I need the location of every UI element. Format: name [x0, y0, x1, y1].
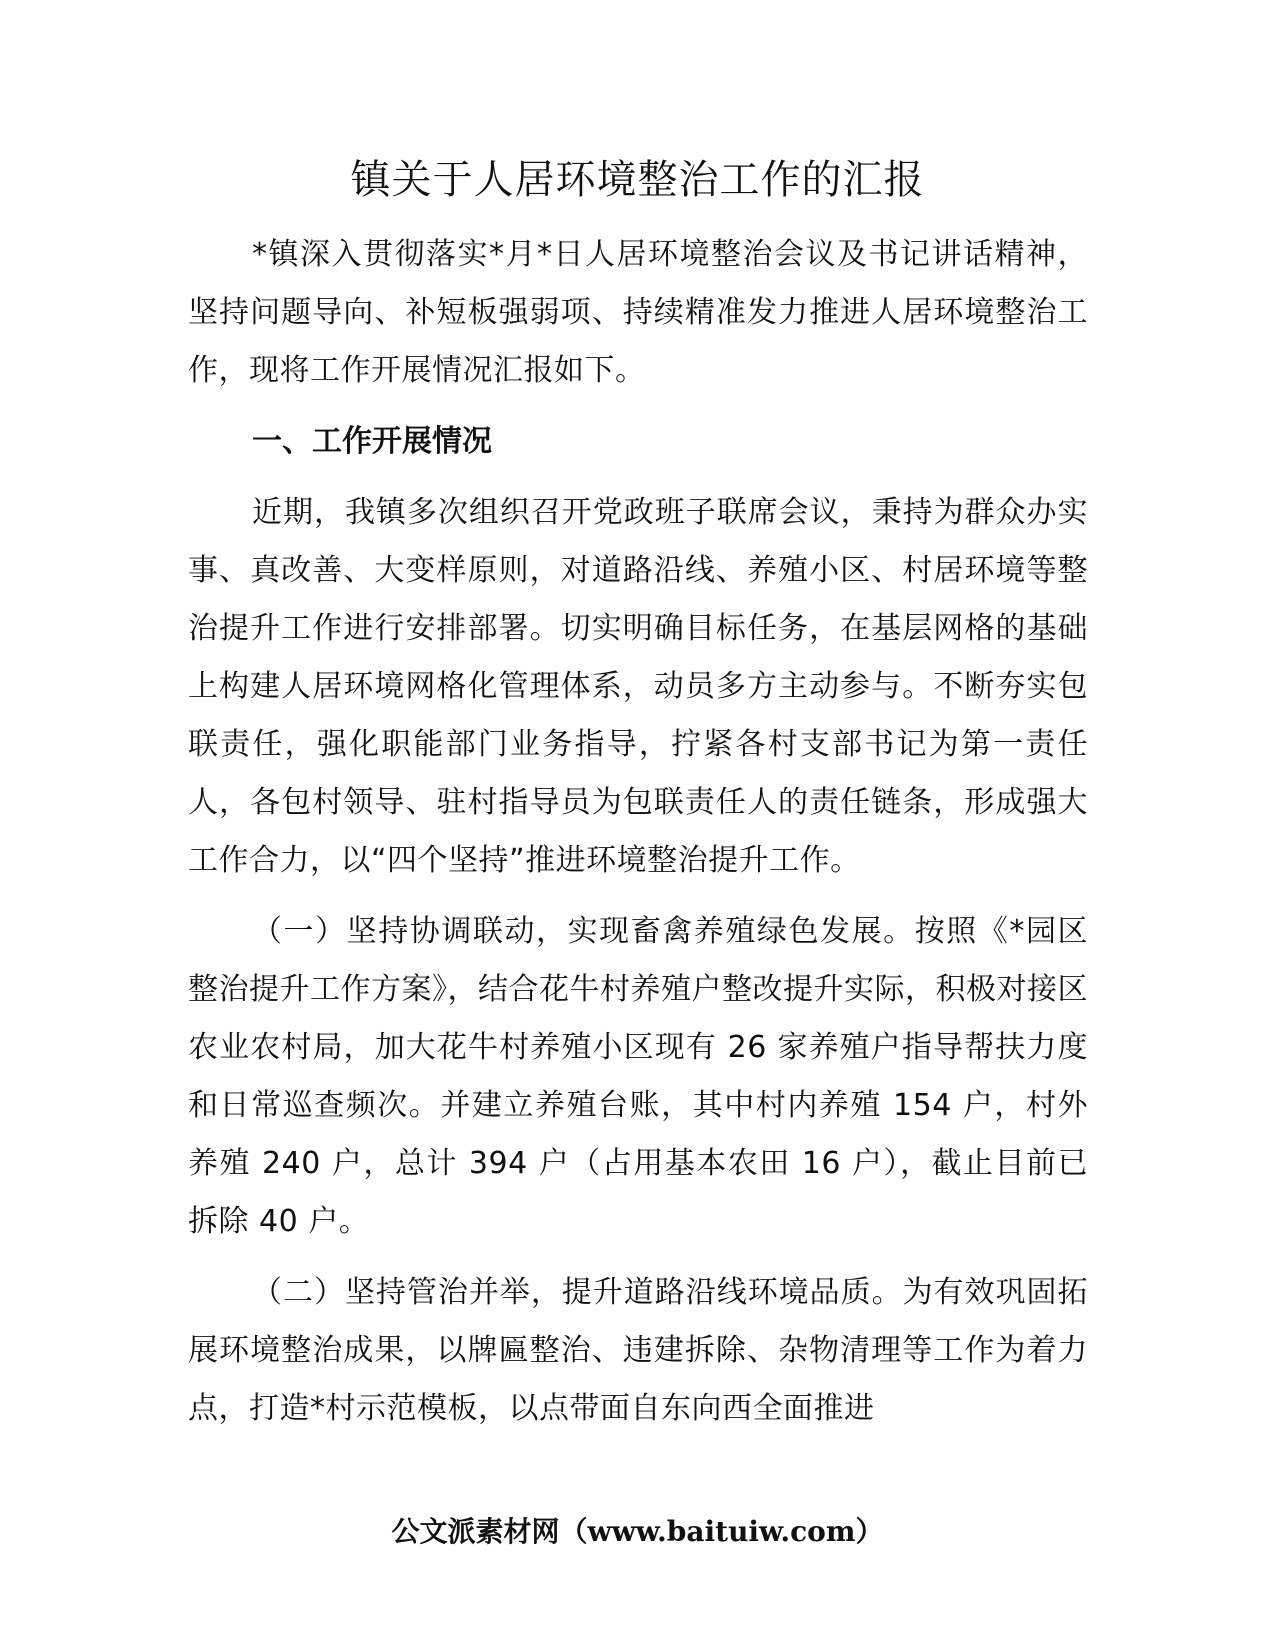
document-title: 镇关于人居环境整治工作的汇报: [350, 157, 925, 203]
section-heading: 一、工作开展情况: [252, 424, 492, 459]
subsection-1-paragraph: （一）坚持协调联动，实现畜禽养殖绿色发展。按照《*园区整治提升工作方案》，结合花牛村养殖户整改提升实际，积极对接区农业农村局，加大花牛村养殖小区现有 26 家养殖户指导帮扶力度和日常巡查频次。并建立养殖台账，其中村内养殖 154 户，村外养殖 240 户，总计 394 户（占用基本农田 16 户），截止目前已拆除 40 户。: [188, 914, 1088, 1239]
section-paragraph: 近期，我镇多次组织召开党政班子联席会议，秉持为群众办实事、真改善、大变样原则，对道路沿线、养殖小区、村居环境等整治提升工作进行安排部署。切实明确目标任务，在基层网格的基础上构建人居环境网格化管理体系，动员多方主动参与。不断夯实包联责任，强化职能部门业务指导，拧紧各村支部书记为第一责任人，各包村领导、驻村指导员为包联责任人的责任链条，形成强大工作合力，以“四个坚持”推进环境整治提升工作。: [188, 495, 1088, 878]
document-body: [188, 226, 1088, 1451]
subsection-2-paragraph: （二）坚持管治并举，提升道路沿线环境品质。为有效巩固拓展环境整治成果，以牌匾整治、违建拆除、杂物清理等工作为着力点，打造*村示范模板，以点带面自东向西全面推进: [188, 1275, 1088, 1426]
intro-paragraph: *镇深入贯彻落实*月*日人居环境整治会议及书记讲话精神，坚持问题导向、补短板强弱项、持续精准发力推进人居环境整治工作，现将工作开展情况汇报如下。: [188, 237, 1088, 388]
footer-watermark: 公文派素材网（www.baituiw.com）: [391, 1515, 884, 1548]
